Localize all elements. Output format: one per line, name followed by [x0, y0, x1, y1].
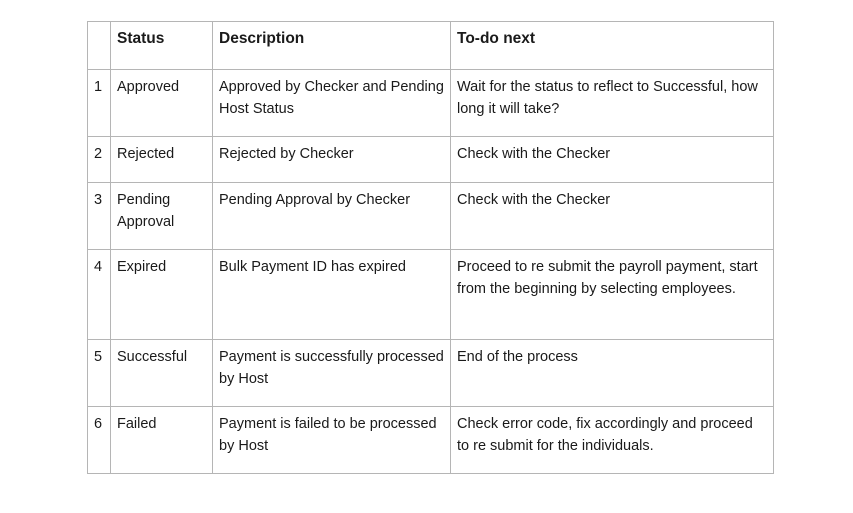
row-description: Payment is successfully processed by Host [213, 340, 451, 407]
row-status: Approved [111, 70, 213, 137]
table-row [88, 137, 774, 183]
table-row [88, 70, 774, 137]
row-status: Failed [111, 407, 213, 474]
row-number: 2 [88, 137, 111, 183]
row-status: Pending Approval [111, 183, 213, 250]
header-status: Status [111, 22, 213, 70]
row-todo: Proceed to re submit the payroll payment, start from the beginning by selecting employees. [451, 250, 774, 340]
row-description: Rejected by Checker [213, 137, 451, 183]
row-number: 4 [88, 250, 111, 340]
row-todo: Wait for the status to reflect to Successful, how long it will take? [451, 70, 774, 137]
header-number [88, 22, 111, 70]
row-todo: Check with the Checker [451, 137, 774, 183]
row-status: Expired [111, 250, 213, 340]
table-row [88, 250, 774, 340]
row-number: 6 [88, 407, 111, 474]
row-description: Pending Approval by Checker [213, 183, 451, 250]
header-description: Description [213, 22, 451, 70]
table-row [88, 407, 774, 474]
row-status: Rejected [111, 137, 213, 183]
table-row [88, 340, 774, 407]
row-todo: Check error code, fix accordingly and proceed to re submit for the individuals. [451, 407, 774, 474]
row-description: Bulk Payment ID has expired [213, 250, 451, 340]
row-description: Approved by Checker and Pending Host Status [213, 70, 451, 137]
row-description: Payment is failed to be processed by Host [213, 407, 451, 474]
row-status: Successful [111, 340, 213, 407]
header-todo: To-do next [451, 22, 774, 70]
row-number: 5 [88, 340, 111, 407]
table-row [88, 183, 774, 250]
row-todo: End of the process [451, 340, 774, 407]
row-number: 3 [88, 183, 111, 250]
status-table [87, 21, 774, 474]
row-number: 1 [88, 70, 111, 137]
row-todo: Check with the Checker [451, 183, 774, 250]
table-header-row [88, 22, 774, 70]
